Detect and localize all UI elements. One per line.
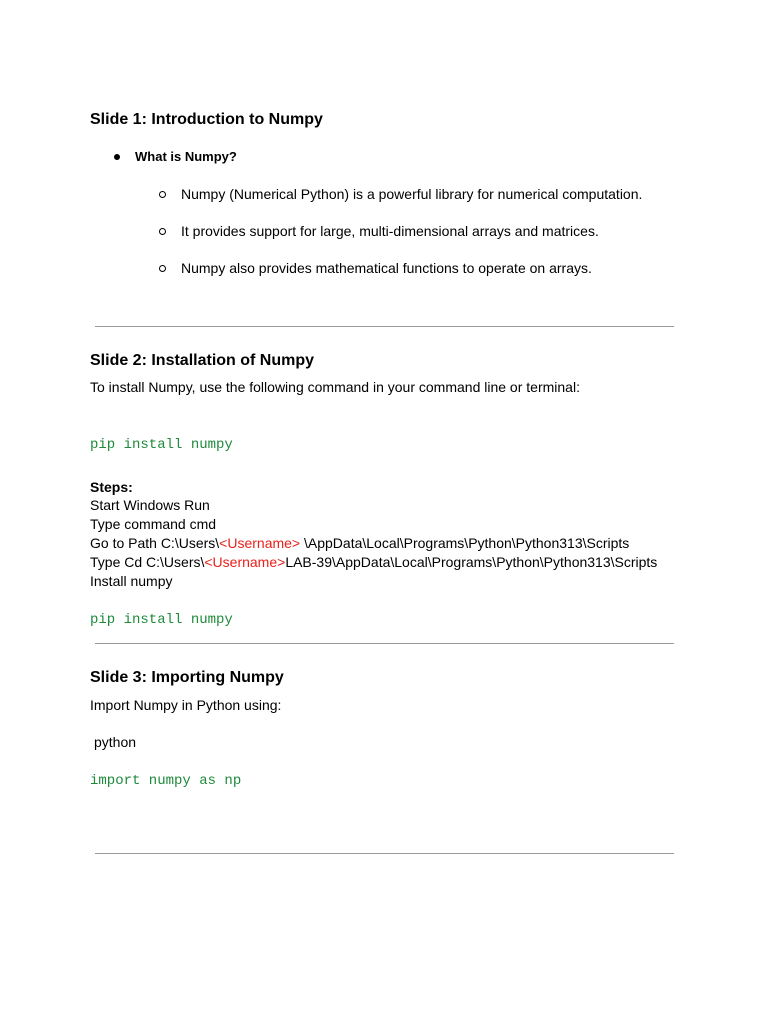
slide1-subitem: Numpy also provides mathematical functions to operate on arrays.	[181, 260, 592, 276]
code-block: pip install numpy	[90, 612, 233, 628]
step-line	[90, 554, 657, 570]
slide1-subitem: It provides support for large, multi-dimensional arrays and matrices.	[181, 223, 599, 239]
slide3-title: Slide 3: Importing Numpy	[90, 669, 284, 686]
username-placeholder: <Username>	[219, 535, 301, 551]
steps-label: Steps:	[90, 479, 133, 495]
step-line: Start Windows Run	[90, 497, 210, 513]
code-block: import numpy as np	[90, 773, 242, 789]
step-path-prefix: Go to Path C:\Users\	[90, 535, 220, 551]
slide3-intro: Import Numpy in Python using:	[90, 697, 282, 713]
slide1-bullet: What is Numpy?	[135, 149, 237, 164]
code-language-label: python	[94, 734, 137, 750]
circle-bullet-icon	[159, 191, 166, 198]
circle-bullet-icon	[159, 265, 166, 272]
slide2-intro: To install Numpy, use the following command in your command line or terminal:	[90, 379, 580, 395]
circle-bullet-icon	[159, 228, 166, 235]
section-divider	[95, 326, 674, 327]
step-line: Type command cmd	[90, 516, 217, 532]
step-path-suffix: \AppData\Local\Programs\Python\Python313\Scripts	[300, 535, 630, 551]
step-line: Install numpy	[90, 573, 173, 589]
bullet-dot-icon	[114, 154, 120, 160]
slide1-subitem: Numpy (Numerical Python) is a powerful library for numerical computation.	[181, 186, 643, 202]
code-block: pip install numpy	[90, 437, 233, 453]
step-path-suffix: LAB-39\AppData\Local\Programs\Python\Python313\Scripts	[285, 554, 658, 570]
slide2-title: Slide 2: Installation of Numpy	[90, 352, 315, 369]
username-placeholder: <Username>	[204, 554, 286, 570]
slide1-title: Slide 1: Introduction to Numpy	[90, 111, 323, 128]
step-line	[90, 535, 629, 551]
section-divider	[95, 643, 674, 644]
step-path-prefix: Type Cd C:\Users\	[90, 554, 205, 570]
section-divider	[95, 853, 674, 854]
